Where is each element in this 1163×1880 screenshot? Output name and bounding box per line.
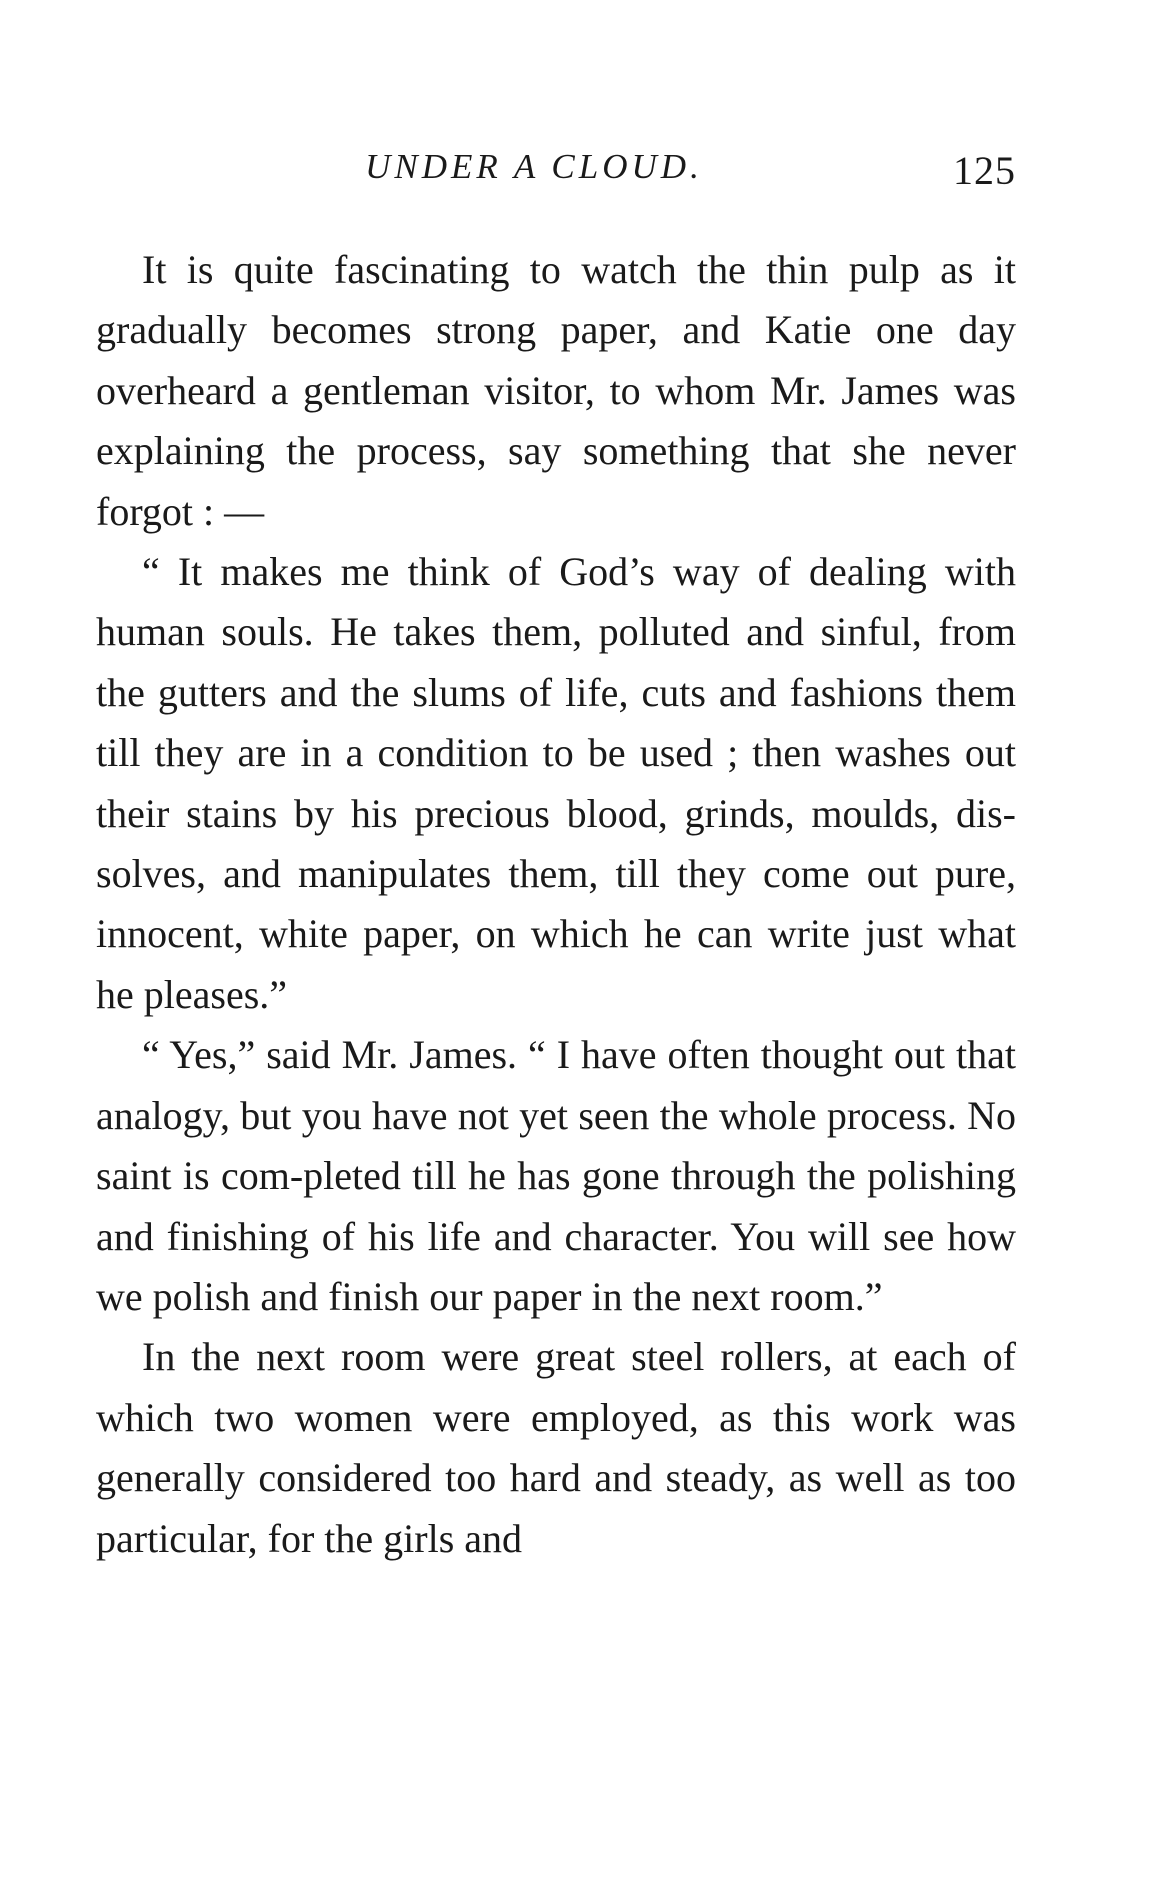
paragraph: It is quite fascinating to watch the thin pulp as it gradually becomes strong paper, and Katie one day overheard a gentleman visitor, to whom Mr. James was explaining the process, say something that she never forgot : — — [96, 247, 1016, 534]
paragraph: “ It makes me think of God’s way of dealing with human souls. He takes them, polluted and sinful, from the gutters and the slums of life, cuts and fashions them till they are in a condition to be used ; then washes out their stains by his precious blood, grinds, moulds, dis-solves, and manipulates them, till they come out pure, innocent, white paper, on which he can write just what he pleases.” — [96, 549, 1016, 1017]
paragraph: In the next room were great steel rollers, at each of which two women were employed, as this work was generally considered too hard and steady, as well as too particular, for the girls and — [96, 1334, 1016, 1561]
page-number: 125 — [953, 148, 1016, 193]
paragraph: “ Yes,” said Mr. James. “ I have often thought out that analogy, but you have not yet seen the whole process. No saint is com-pleted till he has gone through the polishing and finishing of his life and character. You will see how we polish and finish our paper in the next room.” — [96, 1032, 1016, 1319]
body-text — [96, 240, 1016, 1569]
page-header — [96, 147, 1016, 207]
running-title: UNDER A CLOUD. — [365, 147, 703, 186]
